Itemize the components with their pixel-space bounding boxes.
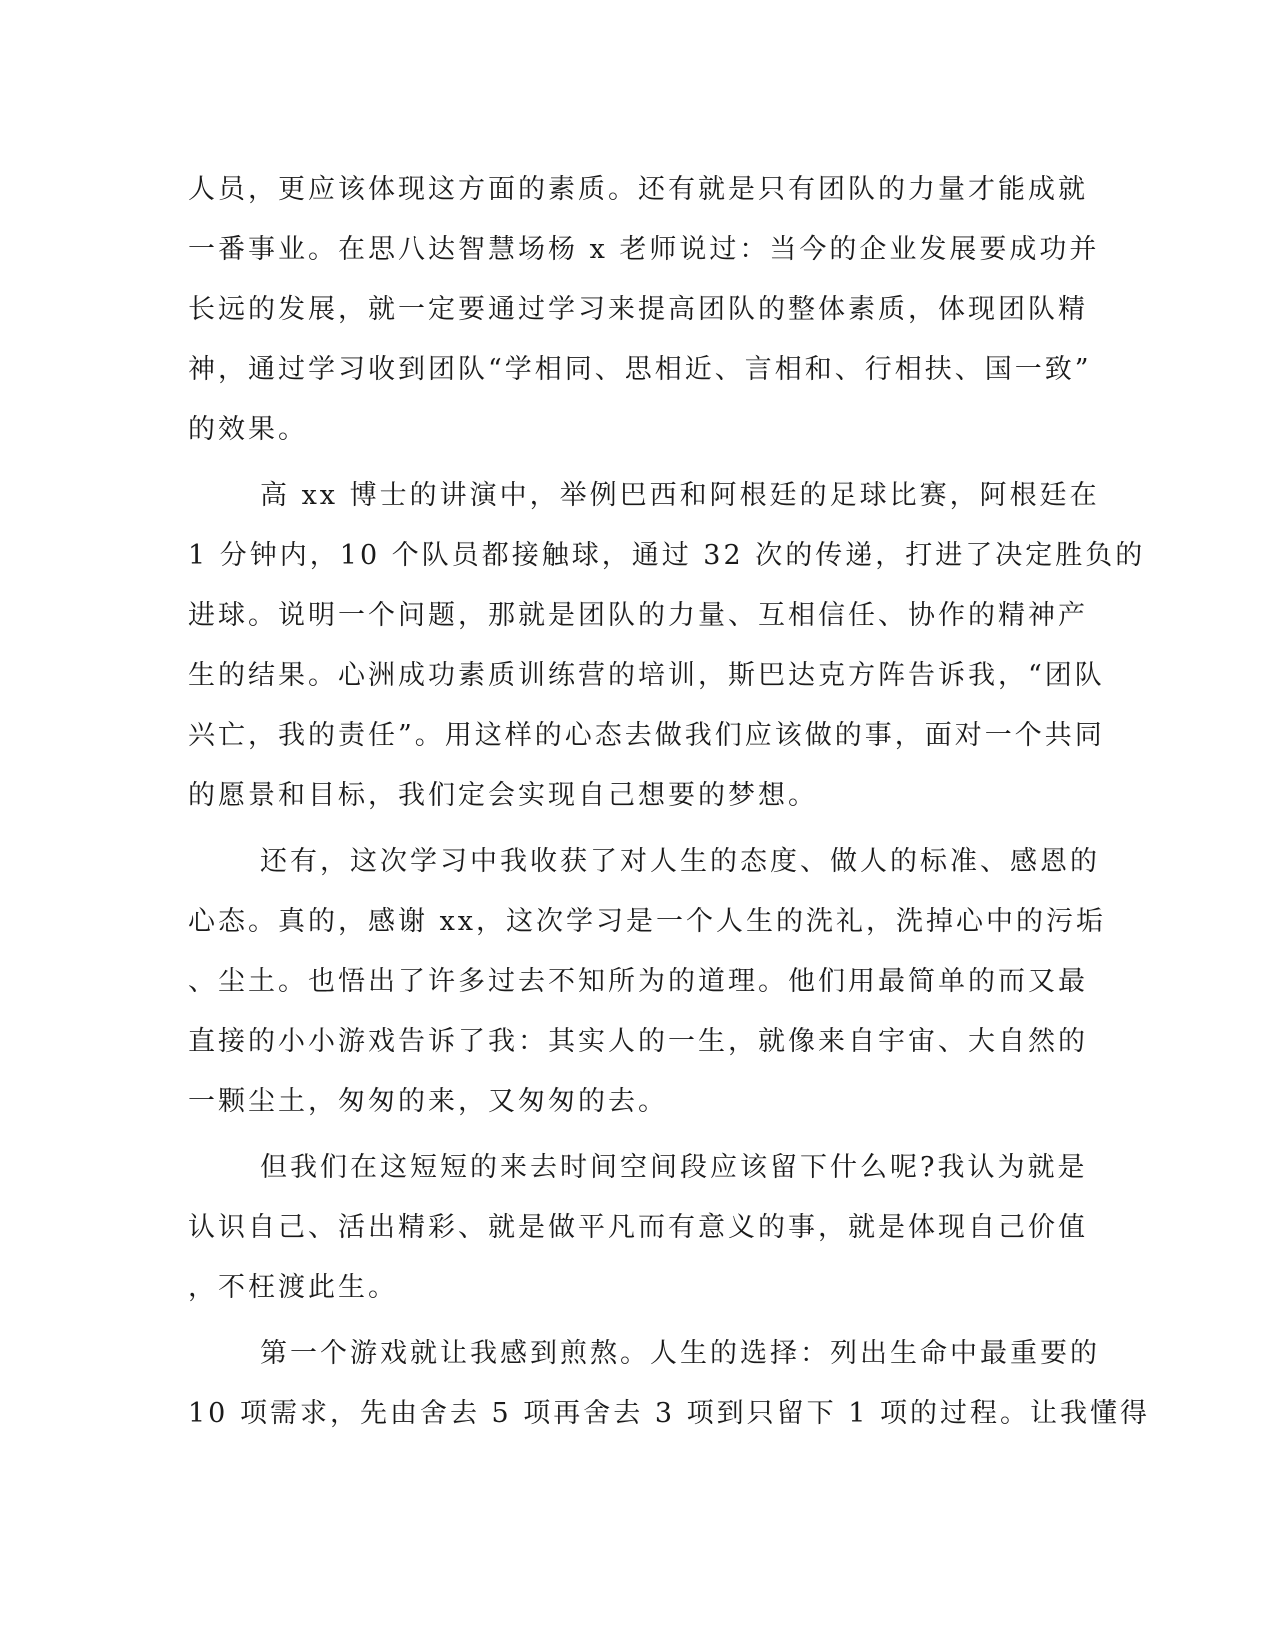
text-line: 一番事业。在思八达智慧场杨 x 老师说过：当今的企业发展要成功并	[188, 234, 1100, 265]
text-line: 人员，更应该体现这方面的素质。还有就是只有团队的力量才能成就	[188, 174, 1088, 205]
text-line: 认识自己、活出精彩、就是做平凡而有意义的事，就是体现自己价值	[188, 1212, 1088, 1243]
text-line: 神，通过学习收到团队“学相同、思相近、言相和、行相扶、国一致”	[188, 354, 1092, 385]
text-line: ，不枉渡此生。	[188, 1272, 398, 1303]
text-line: 高 xx 博士的讲演中，举例巴西和阿根廷的足球比赛，阿根廷在	[260, 480, 1100, 511]
text-line: 第一个游戏就让我感到煎熬。人生的选择：列出生命中最重要的	[260, 1338, 1100, 1369]
text-line: 进球。说明一个问题，那就是团队的力量、互相信任、协作的精神产	[188, 600, 1088, 631]
text-line: 生的结果。心洲成功素质训练营的培训，斯巴达克方阵告诉我，“团队	[188, 660, 1105, 691]
text-line: 、尘土。也悟出了许多过去不知所为的道理。他们用最简单的而又最	[188, 966, 1088, 997]
text-line: 10 项需求，先由舍去 5 项再舍去 3 项到只留下 1 项的过程。让我懂得	[188, 1398, 1150, 1429]
text-line: 的愿景和目标，我们定会实现自己想要的梦想。	[188, 780, 818, 811]
paragraph	[188, 1138, 1088, 1318]
text-line: 的效果。	[188, 414, 308, 445]
text-line: 一颗尘土，匆匆的来，又匆匆的去。	[188, 1086, 668, 1117]
paragraph	[188, 160, 1100, 460]
paragraph	[188, 466, 1146, 826]
text-line: 心态。真的，感谢 xx，这次学习是一个人生的洗礼，洗掉心中的污垢	[188, 906, 1107, 937]
text-line: 1 分钟内，10 个队员都接触球，通过 32 次的传递，打进了决定胜负的	[188, 540, 1146, 571]
paragraph	[188, 832, 1107, 1132]
text-line: 但我们在这短短的来去时间空间段应该留下什么呢?我认为就是	[260, 1152, 1088, 1183]
paragraph	[188, 1324, 1150, 1444]
text-line: 直接的小小游戏告诉了我：其实人的一生，就像来自宇宙、大自然的	[188, 1026, 1088, 1057]
text-line: 长远的发展，就一定要通过学习来提高团队的整体素质，体现团队精	[188, 294, 1088, 325]
document-body	[188, 160, 1150, 1444]
text-line: 还有，这次学习中我收获了对人生的态度、做人的标准、感恩的	[260, 846, 1100, 877]
text-line: 兴亡，我的责任”。用这样的心态去做我们应该做的事，面对一个共同	[188, 720, 1105, 751]
